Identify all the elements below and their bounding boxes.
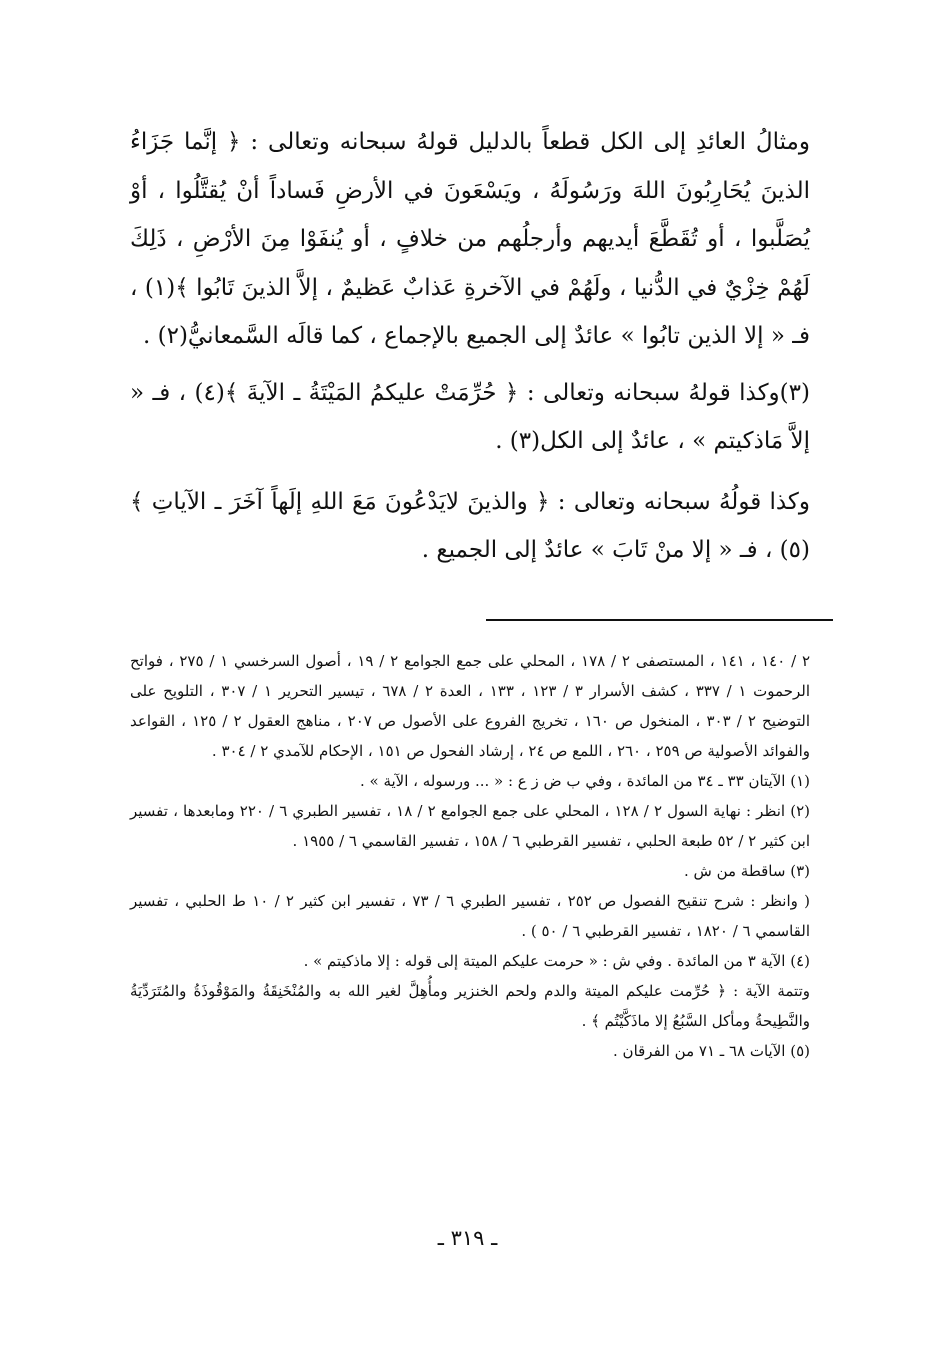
footnote-4: (٤) الآية ٣ من المائدة . وفي ش : « حرمت عليكم الميتة إلى قوله : إلا ماذكيتم » . xyxy=(303,952,810,970)
footnote-5: (٥) الآيات ٦٨ ـ ٧١ من الفرقان . xyxy=(613,1042,810,1060)
footnote-3-reference: ( وانظر : شرح تنقيح الفصول ص ٢٥٢ ، تفسير الطبري ٦ / ٧٣ ، تفسير ابن كثير ٢ / ١٠ ط الحلبي ، تفسير القاسمي ٦ / ١٨٢٠ ، تفسير القرطبي ٦ / ٥٠ ) . xyxy=(130,892,810,940)
main-paragraph-2: (٣)وكذا قولهُ سبحانه وتعالى : ﴿ حُرِّمَتْ عليكمُ المَيْتَةُ ـ الآيةَ ﴾(٤) ، فـ « إلاَّ مَاذكيتم » ، عائدٌ إلى الكل(٣) . xyxy=(130,379,810,454)
footnote-separator-line xyxy=(486,619,833,621)
page-number: ـ ٣١٩ ـ xyxy=(437,1226,498,1250)
main-paragraph-3: وكذا قولُهُ سبحانه وتعالى : ﴿ والذينَ لايَدْعُونَ مَعَ اللهِ إلَهاً آخَرَ ـ الآياتِ ﴾(٥) ، فـ « إلا منْ تَابَ » عائدٌ إلى الجميع . xyxy=(130,488,810,563)
footnote-2: (٢) انظر : نهاية السول ٢ / ١٢٨ ، المحلي على جمع الجوامع ٢ / ١٨ ، تفسير الطبري ٦ / ٢٢٠ ومابعدها ، تفسير ابن كثير ٢ / ٥٢ طبعة الحلبي ، تفسير القرطبي ٦ / ١٥٨ ، تفسير القاسمي ٦ / ١٩٥٥ . xyxy=(130,802,810,850)
footnotes-block xyxy=(130,646,810,1066)
main-text-block xyxy=(130,118,810,575)
footnote-3: (٣) ساقطة من ش . xyxy=(683,862,810,880)
footnote-continuation: ٢ / ١٤٠ ، ١٤١ ، المستصفى ٢ / ١٧٨ ، المحلي على جمع الجوامع ٢ / ١٩ ، أصول السرخسي ١ / ٢٧٥ ، فواتح الرحموت ١ / ٣٣٧ ، كشف الأسرار ٣ / ١٢٣ ، ١٣٣ ، العدة ٢ / ٦٧٨ ، تيسير التحرير ١ / ٣٠٧ ، التلويح على التوضيح ٢ / ٣٠٣ ، المنخول ص ١٦٠ ، تخريج الفروع على الأصول ص ٢٠٧ ، مناهج العقول ٢ / ١٢٥ ، القواعد والفوائد الأصولية ص ٢٥٩ ، ٢٦٠ ، اللمع ص ٢٤ ، إرشاد الفحول ص ١٥١ ، الإحكام للآمدي ٢ / ٣٠٤ . xyxy=(130,652,811,760)
main-paragraph-1: ومثالُ العائدِ إلى الكل قطعاً بالدليل قولهُ سبحانه وتعالى : ﴿ إنَّما جَزَاءُ الذينَ يُحَارِبُونَ اللهَ ورَسُولَهُ ، ويَسْعَونَ في الأرضِ فَساداً أنْ يُقتَّلُوا ، أوْ يُصَلَّبوا ، أو تُقَطَّعَ أيديهم وأرجلُهم من خلافٍ ، أو يُنفَوْا مِنَ الأرْضِ ، ذَلِكَ لَهُمْ خِزْيٌ في الدُّنيا ، ولَهُمْ في الآخرةِ عَذابٌ عَظيمٌ ، إلاَّ الذينَ تَابُوا ﴾(١) ، فـ « إلا الذين تابُوا » عائدٌ إلى الجميع بالإجماع ، كما قالَه السَّمعانيُّ(٢) . xyxy=(130,129,810,349)
footnote-4-verse-completion: وتتمة الآية : ﴿ حُرِّمت عليكم الميتة والدم ولحم الخنزير ومأُهِلَّ لغير الله به والمُنْخَنِقَةُ والمَوْقُوذَةُ والمُتَرَدِّيَةُ والنَّطِيحةُ ومأكل السَّبُعُ إلا ماذَكَّيْتُم ﴾ . xyxy=(130,982,810,1030)
footnote-1: (١) الآيتان ٣٣ ـ ٣٤ من المائدة ، وفي ب ض ز ع : « ... ورسوله ، الآية » . xyxy=(359,772,810,790)
